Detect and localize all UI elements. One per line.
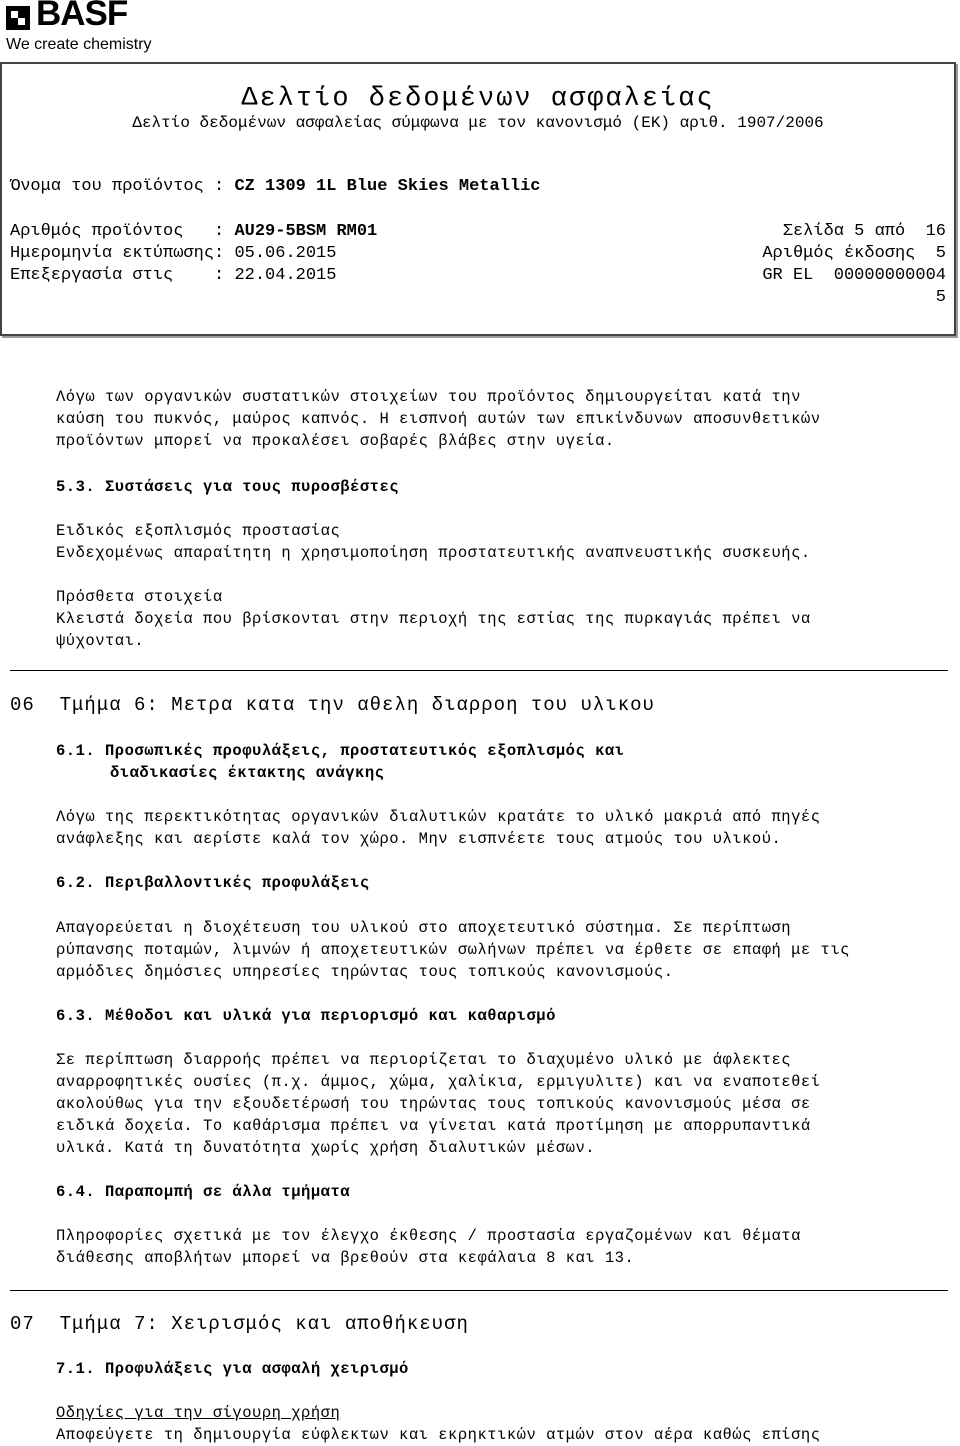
text-line: ανάφλεξης και αερίστε καλά τον χώρο. Μην εισπνέετε τους ατμούς του υλικού.: [56, 830, 782, 848]
document-header: [0, 62, 956, 336]
revised-label: Επεξεργασία στις :: [10, 266, 235, 285]
brand-slogan: We create chemistry: [6, 36, 152, 53]
field-label: Οδηγίες για την σίγουρη χρήση: [56, 1404, 341, 1422]
subsection-heading-6-1: [56, 740, 936, 784]
text-line: ακολούθως για την εξουδετέρωσή του τηρώντας τους τοπικούς κανονισμούς μέσα σε: [56, 1095, 811, 1113]
section-heading-07: 07 Τμήμα 7: Χειρισμός και αποθήκευση: [10, 1313, 469, 1335]
heading-line: 6.1. Προσωπικές προφυλάξεις, προστατευτικός εξοπλισμός και: [56, 742, 625, 760]
text-line: ρύπανσης ποταμών, λιμνών ή αποχετευτικών σωλήνων πρέπει να έρθετε σε επαφή με τις: [56, 941, 850, 959]
document-title: Δελτίο δεδομένων ασφαλείας: [241, 84, 715, 114]
text-line: Πληροφορίες σχετικά με τον έλεγχο έκθεσης / προστασία εργαζομένων και θέματα: [56, 1227, 801, 1245]
section-divider: [10, 1290, 948, 1291]
subsection-heading-6-2: 6.2. Περιβαλλοντικές προφυλάξεις: [56, 874, 370, 892]
text-line: ψύχονται.: [56, 632, 145, 650]
text-line: καύση του πυκνός, μαύρος καπνός. Η εισπνοή αυτών των επικίνδυνων αποσυνθετικών: [56, 410, 821, 428]
document-code-suffix: 5: [935, 288, 946, 307]
product-number: AU29-5BSM RM01: [234, 222, 378, 241]
text-line: Σε περίπτωση διαρροής πρέπει να περιορίζεται το διαχυμένο υλικό με άφλεκτες: [56, 1051, 792, 1069]
text-line: προϊόντων μπορεί να προκαλέσει σοβαρές βλάβες στην υγεία.: [56, 432, 615, 450]
safe-handling-block: [56, 1402, 936, 1446]
product-name-row: [10, 177, 541, 196]
heading-line: διαδικασίες έκτακτης ανάγκης: [110, 764, 385, 782]
version-number: Αριθμός έκδοσης 5: [762, 244, 946, 263]
section-heading-06: 06 Τμήμα 6: Μετρα κατα την αθελη διαρροη του υλικου: [10, 694, 655, 716]
section-divider: [10, 670, 948, 671]
equipment-block: [56, 520, 936, 564]
field-label: Πρόσθετα στοιχεία: [56, 588, 223, 606]
page-number: Σελίδα 5 από 16: [782, 222, 946, 241]
text-line: υλικά. Κατά τη δυνατότητα χωρίς χρήση διαλυτικών μέσων.: [56, 1139, 596, 1157]
paragraph-6-3: [56, 1049, 936, 1159]
revised-date: 22.04.2015: [234, 266, 337, 285]
product-number-row: [10, 222, 377, 241]
text-line: Αποφεύγετε τη δημιουργία εύφλεκτων και εκρηκτικών ατμών στον αέρα καθώς επίσης: [56, 1426, 821, 1444]
product-number-label: Αριθμός προϊόντος :: [10, 222, 235, 241]
print-date-row: [10, 244, 336, 263]
product-name: CZ 1309 1L Blue Skies Metallic: [234, 177, 541, 196]
fire-hazard-paragraph: [56, 386, 936, 452]
document-code: GR EL 00000000004: [762, 266, 946, 285]
paragraph-6-1: [56, 806, 936, 850]
text-line: Απαγορεύεται η διοχέτευση του υλικού στο αποχετευτικό σύστημα. Σε περίπτωση: [56, 919, 792, 937]
brand-name: BASF: [36, 0, 128, 33]
field-label: Ειδικός εξοπλισμός προστασίας: [56, 522, 341, 540]
text-line: διάθεσης αποβλήτων μπορεί να βρεθούν στα κεφάλαια 8 και 13.: [56, 1249, 635, 1267]
subsection-heading-7-1: 7.1. Προφυλάξεις για ασφαλή χειρισμό: [56, 1360, 409, 1378]
text-line: Ενδεχομένως απαραίτητη η χρησιμοποίηση προστατευτικής αναπνευστικής συσκευής.: [56, 544, 811, 562]
paragraph-6-2: [56, 917, 936, 983]
subsection-heading-6-4: 6.4. Παραπομπή σε άλλα τμήματα: [56, 1183, 351, 1201]
print-date: 05.06.2015: [234, 244, 337, 263]
subsection-heading-5-3: 5.3. Συστάσεις για τους πυροσβέστες: [56, 478, 400, 496]
text-line: Λόγω των οργανικών συστατικών στοιχείων του προϊόντος δημιουργείται κατά την: [56, 388, 801, 406]
product-name-label: Όνομα του προϊόντος :: [10, 177, 235, 196]
basf-logo-mark: [6, 6, 30, 30]
revised-date-row: [10, 266, 336, 285]
text-line: ειδικά δοχεία. Το καθάρισμα πρέπει να γίνεται κατά προτίμηση με απορρυπαντικά: [56, 1117, 811, 1135]
text-line: Λόγω της περεκτικότητας οργανικών διαλυτικών κρατάτε το υλικό μακριά από πηγές: [56, 808, 821, 826]
paragraph-6-4: [56, 1225, 936, 1269]
text-line: Κλειστά δοχεία που βρίσκονται στην περιοχή της εστίας της πυρκαγιάς πρέπει να: [56, 610, 811, 628]
text-line: αρμόδιες δημόσιες υπηρεσίες τηρώντας τους τοπικούς κανονισμούς.: [56, 963, 674, 981]
text-line: αναρροφητικές ουσίες (π.χ. άμμος, χώμα, χαλίκια, ερμιγυλιτε) και να εναποτεθεί: [56, 1073, 821, 1091]
print-date-label: Ημερομηνία εκτύπωσης:: [10, 244, 235, 263]
additional-info-block: [56, 586, 936, 652]
basf-logo: [6, 0, 161, 60]
subsection-heading-6-3: 6.3. Μέθοδοι και υλικά για περιορισμό και καθαρισμό: [56, 1007, 556, 1025]
document-subtitle: Δελτίο δεδομένων ασφαλείας σύμφωνα με τον κανονισμό (ΕΚ) αριθ. 1907/2006: [132, 114, 824, 132]
